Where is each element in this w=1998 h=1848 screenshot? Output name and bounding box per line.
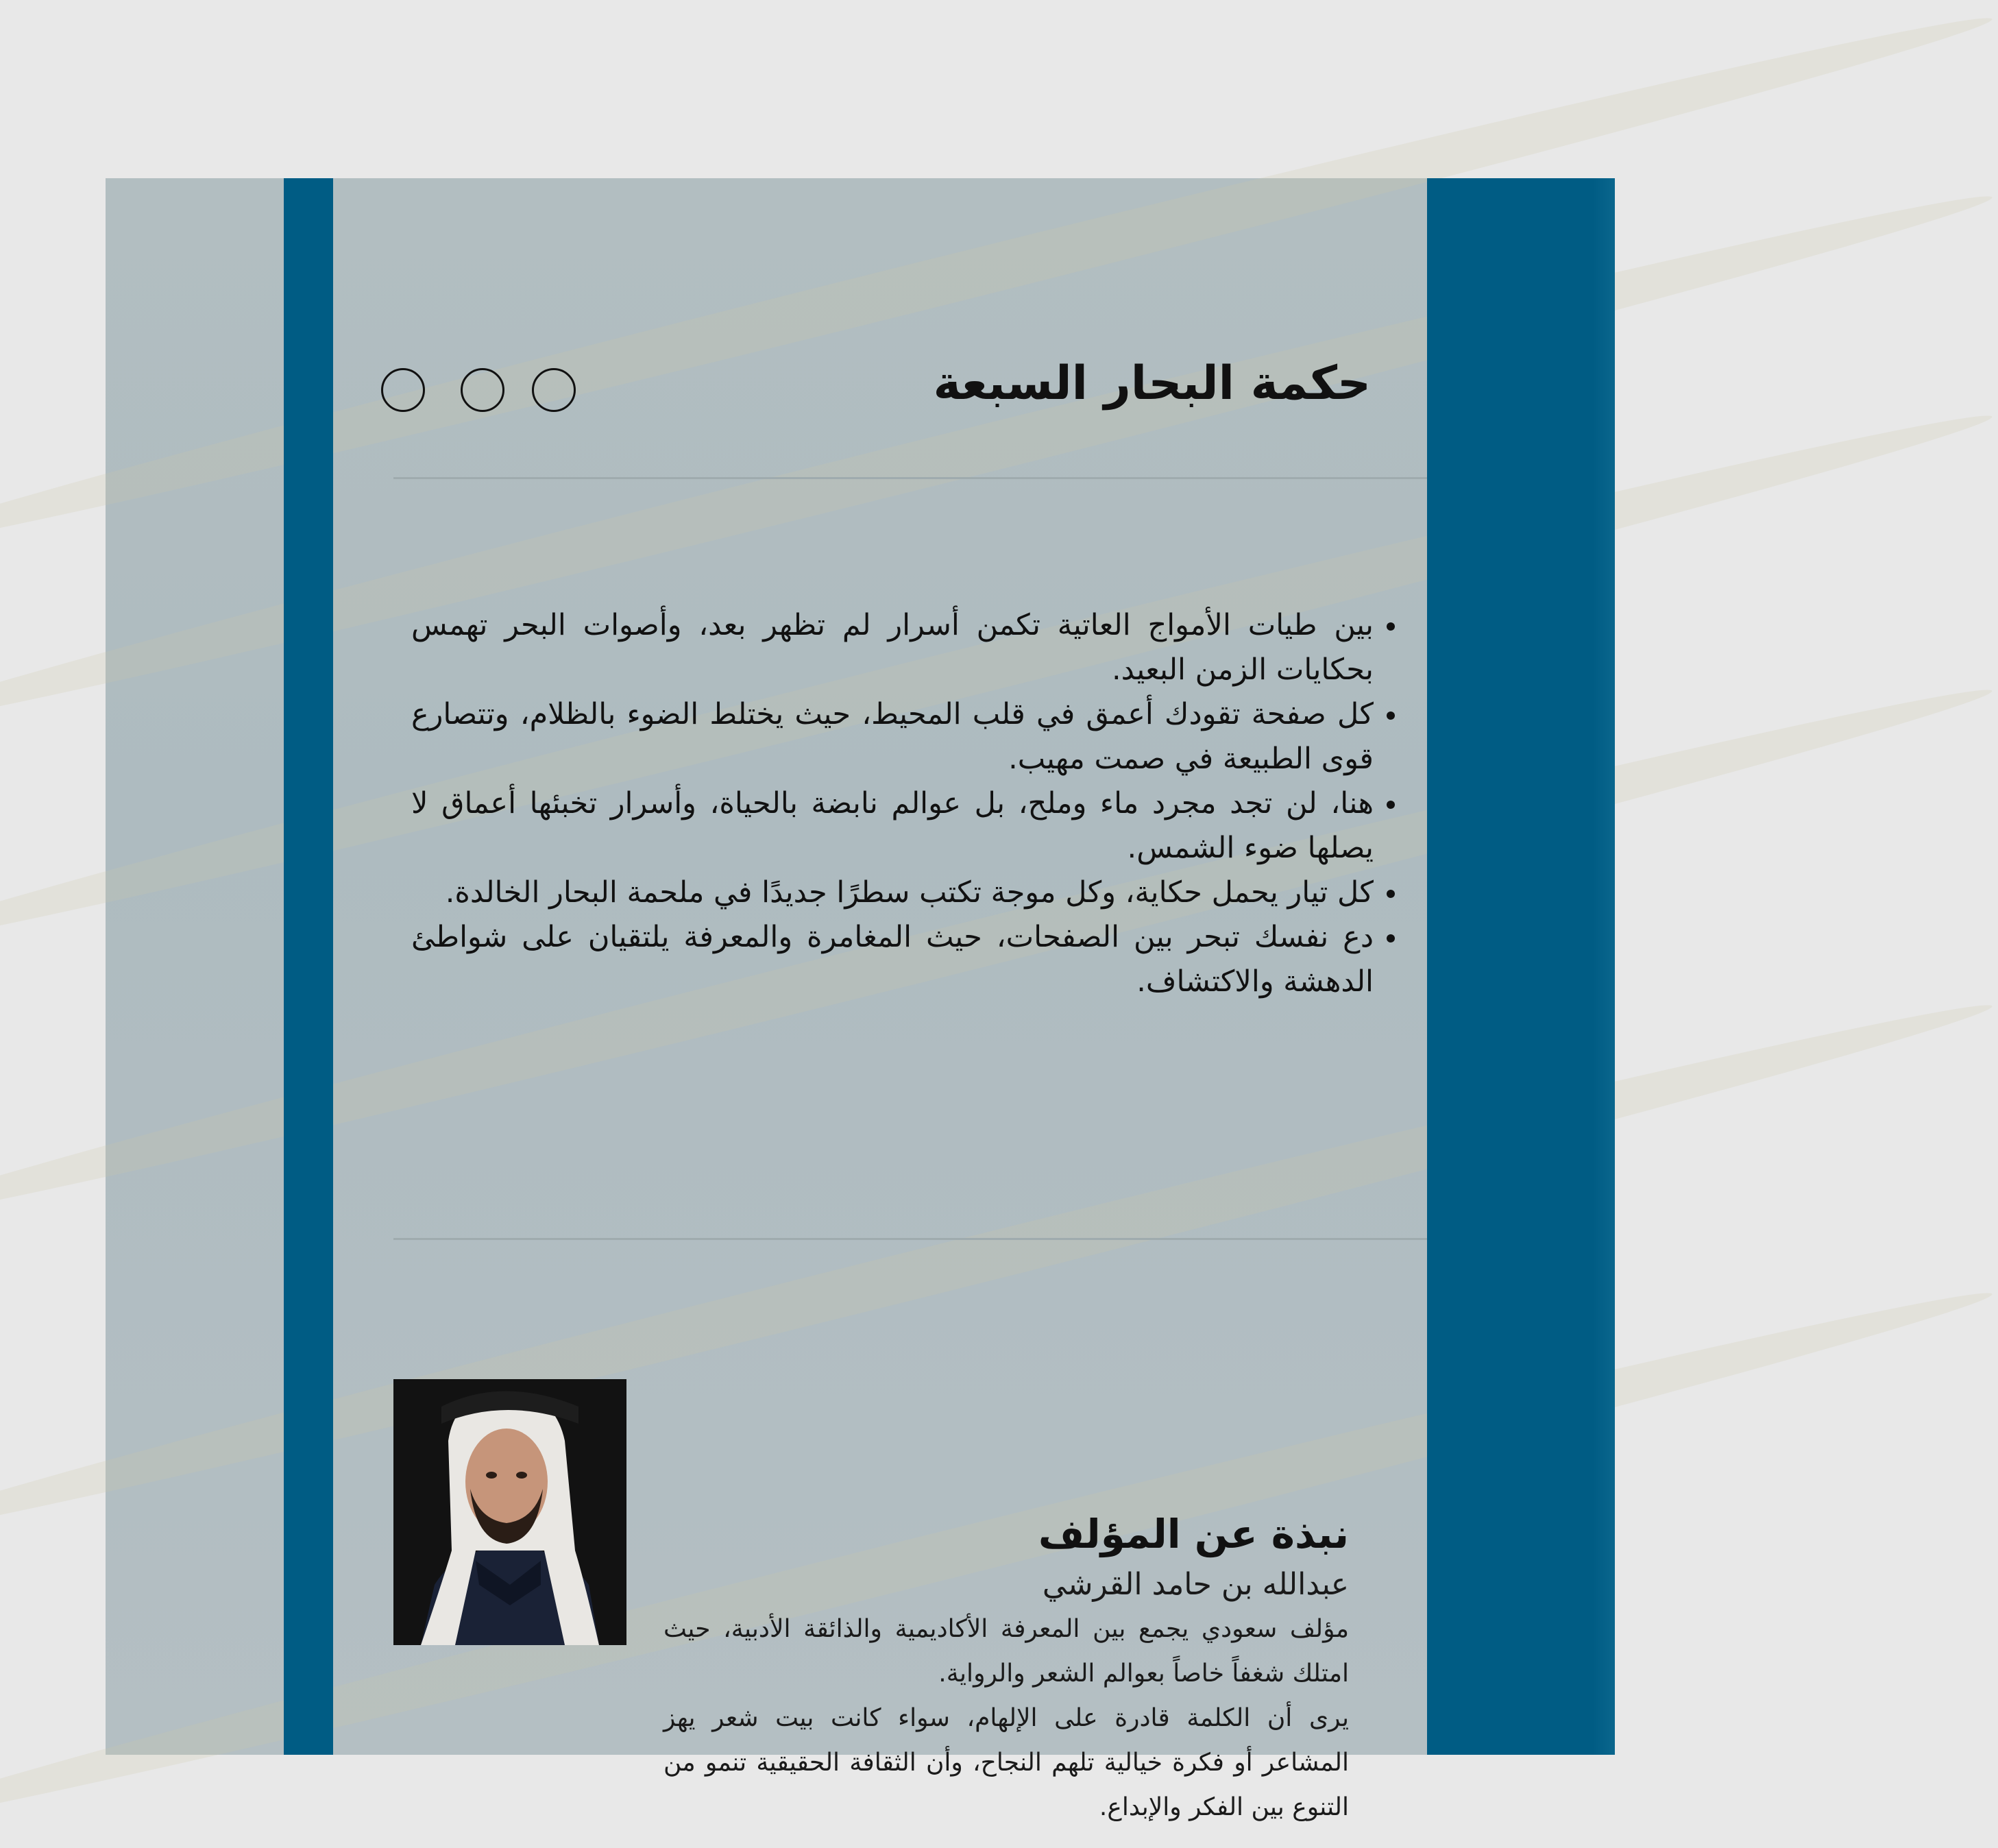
- author-photo: [393, 1379, 626, 1645]
- list-item: • هنا، لن تجد مجرد ماء وملح، بل عوالم نابضة بالحياة، وأسرار تخبئها أعماق لا يصلها ضوء الشمس.: [411, 781, 1374, 871]
- author-name: عبدالله بن حامد القرشي: [1042, 1567, 1349, 1602]
- left-accent-stripe: [284, 178, 333, 1755]
- list-item: • دع نفسك تبحر بين الصفحات، حيث المغامرة والمعرفة يلتقيان على شواطئ الدهشة والاكتشاف.: [411, 915, 1374, 1004]
- middle-divider: [393, 1238, 1427, 1240]
- bullet-list: [411, 603, 1435, 1004]
- top-divider: [393, 477, 1427, 479]
- author-bio-paragraph: مؤلف سعودي يجمع بين المعرفة الأكاديمية والذائقة الأدبية، حيث امتلك شغفاً خاصاً بعوالم الشعر والرواية.: [663, 1615, 1349, 1688]
- page-title: حكمة البحار السبعة: [933, 356, 1371, 411]
- list-item: • كل صفحة تقودك أعمق في قلب المحيط، حيث يختلط الضوء بالظلام، وتتصارع قوى الطبيعة في صمت مهيب.: [411, 692, 1374, 781]
- right-accent-stripe: [1427, 178, 1615, 1755]
- author-section: [663, 1508, 1349, 1829]
- author-portrait-icon: [393, 1379, 626, 1645]
- author-heading: نبذة عن المؤلف: [1038, 1511, 1349, 1557]
- circle-button-2[interactable]: [461, 368, 504, 412]
- list-item: • بين طيات الأمواج العاتية تكمن أسرار لم تظهر بعد، وأصوات البحر تهمس بحكايات الزمن البعيد.: [411, 603, 1374, 692]
- author-bio-paragraph: يرى أن الكلمة قادرة على الإلهام، سواء كانت بيت شعر يهز المشاعر أو فكرة خيالية تلهم النجاح، وأن الثقافة الحقيقية تنمو من التنوع بين الفكر والإبداع.: [663, 1704, 1349, 1821]
- circle-button-3[interactable]: [532, 368, 576, 412]
- circle-button-1[interactable]: [381, 368, 425, 412]
- window-controls: [381, 368, 587, 413]
- list-item: • كل تيار يحمل حكاية، وكل موجة تكتب سطرًا جديدًا في ملحمة البحار الخالدة.: [411, 871, 1374, 915]
- document-page: [106, 178, 1615, 1821]
